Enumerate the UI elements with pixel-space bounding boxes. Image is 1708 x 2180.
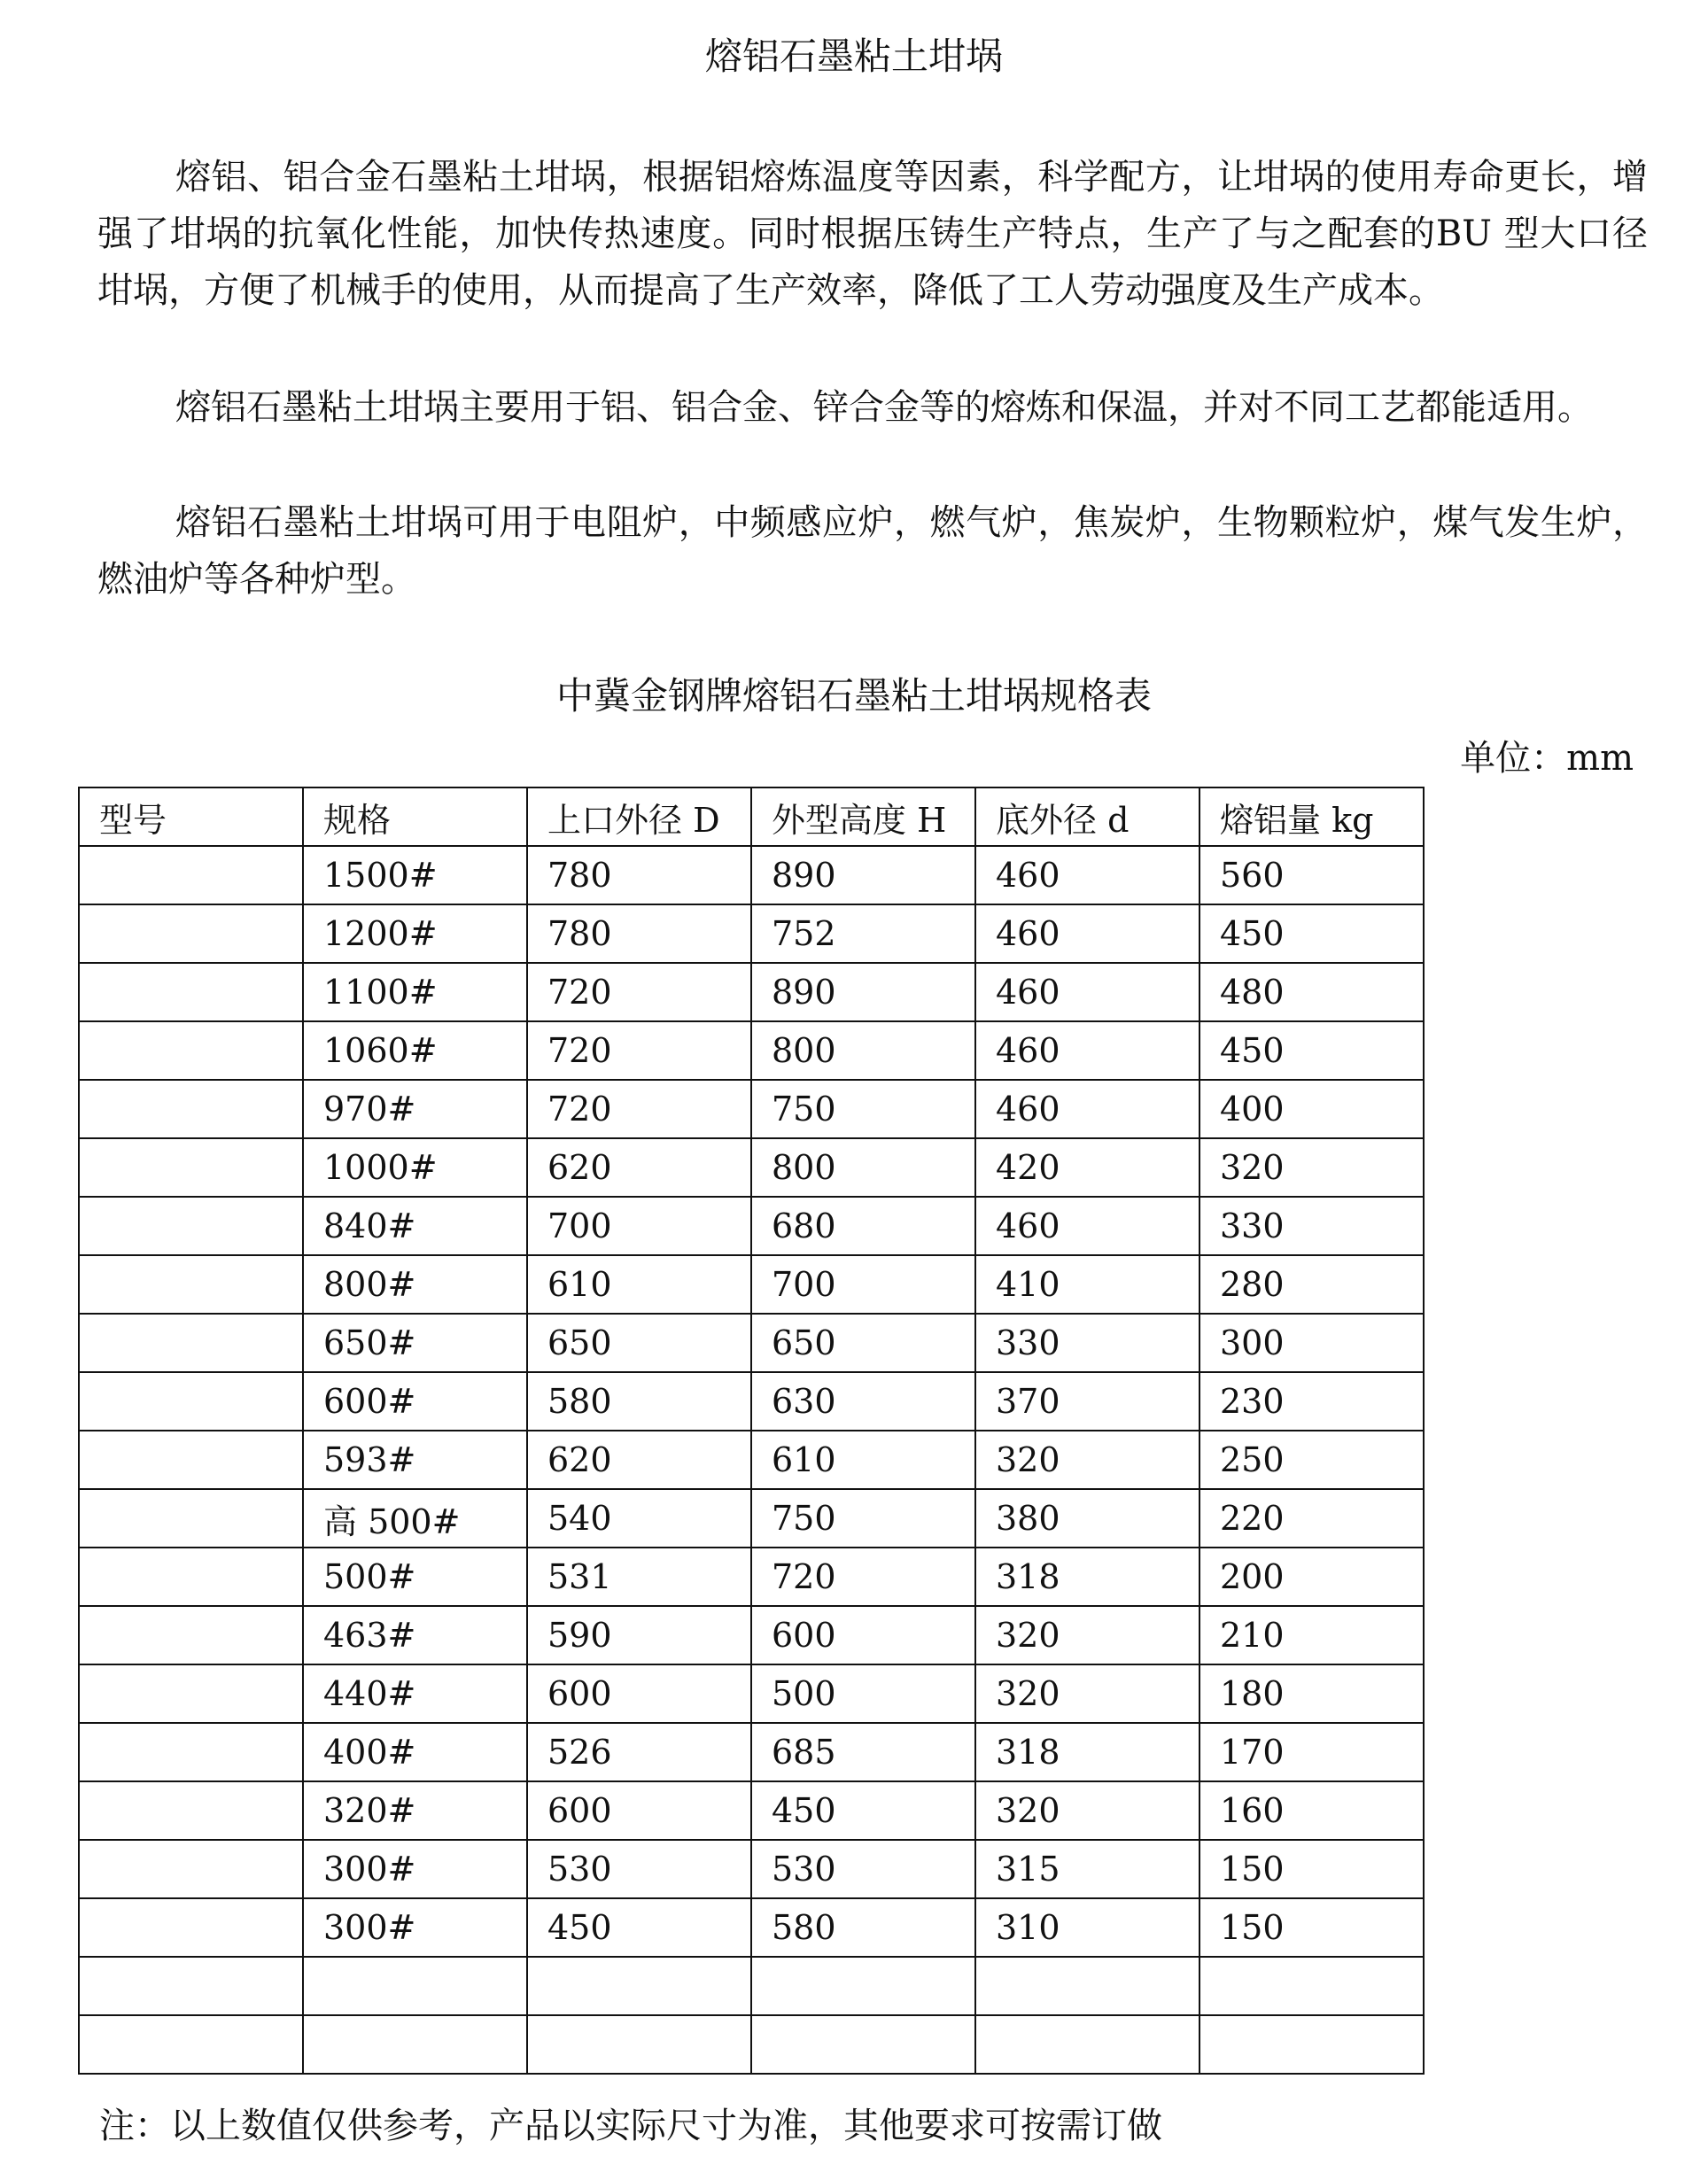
cell-capacity: 400 [1199,1080,1424,1138]
table-row [79,1898,1424,1957]
table-row [79,1021,1424,1080]
cell-spec: 970# [303,1080,527,1138]
cell-capacity: 450 [1199,1021,1424,1080]
cell-spec: 1100# [303,963,527,1021]
cell-bottom-diameter: 460 [975,963,1199,1021]
table-row [79,1080,1424,1138]
header-top-diameter: 上口外径 D [527,787,751,846]
cell-height: 890 [751,963,975,1021]
header-bottom-diameter: 底外径 d [975,787,1199,846]
cell-spec: 1200# [303,904,527,963]
table-row [79,1489,1424,1548]
cell-height: 890 [751,846,975,904]
cell-capacity: 280 [1199,1255,1424,1314]
cell-bottom-diameter: 318 [975,1723,1199,1781]
table-row [79,1840,1424,1898]
header-spec: 规格 [303,787,527,846]
furnace-paragraph: 熔铝石墨粘土坩埚可用于电阻炉，中频感应炉，燃气炉，焦炭炉，生物颗粒炉，煤气发生炉，燃油炉等各种炉型。 [97,502,1648,600]
cell-bottom-diameter: 318 [975,1548,1199,1606]
table-row [79,1781,1424,1840]
cell-top-diameter: 780 [527,904,751,963]
cell-spec: 800# [303,1255,527,1314]
cell-spec: 463# [303,1606,527,1664]
cell-model [79,1723,303,1781]
cell-top-diameter: 531 [527,1548,751,1606]
cell-top-diameter [527,2015,751,2074]
cell-bottom-diameter: 310 [975,1898,1199,1957]
cell-spec: 400# [303,1723,527,1781]
cell-model [79,1021,303,1080]
cell-capacity: 180 [1199,1664,1424,1723]
page-title: 熔铝石墨粘土坩埚 [704,35,1003,78]
cell-spec: 1500# [303,846,527,904]
cell-height: 752 [751,904,975,963]
cell-model [79,1898,303,1957]
cell-capacity: 250 [1199,1431,1424,1489]
cell-top-diameter: 580 [527,1372,751,1431]
cell-capacity: 560 [1199,846,1424,904]
cell-top-diameter: 700 [527,1197,751,1255]
header-height: 外型高度 H [751,787,975,846]
cell-model [79,1080,303,1138]
spec-table [78,787,1425,2075]
cell-height: 685 [751,1723,975,1781]
cell-bottom-diameter: 460 [975,1197,1199,1255]
cell-spec: 1000# [303,1138,527,1197]
cell-top-diameter: 720 [527,963,751,1021]
cell-height: 720 [751,1548,975,1606]
cell-capacity: 330 [1199,1197,1424,1255]
cell-height: 530 [751,1840,975,1898]
cell-spec: 593# [303,1431,527,1489]
cell-capacity: 300 [1199,1314,1424,1372]
cell-bottom-diameter: 460 [975,904,1199,963]
cell-model [79,904,303,963]
cell-top-diameter [527,1957,751,2015]
cell-spec: 300# [303,1898,527,1957]
table-row [79,1138,1424,1197]
table-row [79,904,1424,963]
table-row [79,1372,1424,1431]
cell-bottom-diameter: 320 [975,1606,1199,1664]
cell-height: 630 [751,1372,975,1431]
cell-height: 680 [751,1197,975,1255]
cell-model [79,1840,303,1898]
cell-height: 700 [751,1255,975,1314]
cell-bottom-diameter: 330 [975,1314,1199,1372]
cell-model [79,1431,303,1489]
cell-height: 750 [751,1080,975,1138]
cell-capacity [1199,2015,1424,2074]
cell-capacity [1199,1957,1424,2015]
cell-height: 450 [751,1781,975,1840]
header-capacity: 熔铝量 kg [1199,787,1424,846]
cell-model [79,963,303,1021]
cell-capacity: 150 [1199,1840,1424,1898]
cell-capacity: 320 [1199,1138,1424,1197]
table-row [79,2015,1424,2074]
cell-capacity: 230 [1199,1372,1424,1431]
cell-bottom-diameter: 410 [975,1255,1199,1314]
table-row [79,1664,1424,1723]
cell-model [79,1548,303,1606]
cell-top-diameter: 600 [527,1664,751,1723]
cell-top-diameter: 540 [527,1489,751,1548]
table-row [79,1957,1424,2015]
cell-model [79,1138,303,1197]
table-row [79,963,1424,1021]
cell-bottom-diameter: 315 [975,1840,1199,1898]
cell-top-diameter: 620 [527,1431,751,1489]
cell-model [79,2015,303,2074]
cell-model [79,846,303,904]
cell-bottom-diameter [975,2015,1199,2074]
cell-spec: 300# [303,1840,527,1898]
cell-capacity: 450 [1199,904,1424,963]
cell-model [79,1255,303,1314]
cell-top-diameter: 526 [527,1723,751,1781]
cell-top-diameter: 720 [527,1021,751,1080]
usage-paragraph: 熔铝石墨粘土坩埚主要用于铝、铝合金、锌合金等的熔炼和保温，并对不同工艺都能适用。 [175,387,1593,428]
cell-bottom-diameter: 460 [975,846,1199,904]
cell-top-diameter: 590 [527,1606,751,1664]
cell-bottom-diameter: 370 [975,1372,1199,1431]
cell-top-diameter: 600 [527,1781,751,1840]
cell-model [79,1197,303,1255]
unit-label: 单位：mm [1460,738,1634,779]
intro-paragraph: 熔铝、铝合金石墨粘土坩埚，根据铝熔炼温度等因素，科学配方，让坩埚的使用寿命更长，增强了坩埚的抗氧化性能，加快传热速度。同时根据压铸生产特点，生产了与之配套的BU 型大口径坩埚，方便了机械手的使用，从而提高了生产效率，降低了工人劳动强度及生产成本。 [97,157,1648,311]
table-row [79,1723,1424,1781]
cell-spec: 840# [303,1197,527,1255]
cell-bottom-diameter: 320 [975,1781,1199,1840]
cell-top-diameter: 620 [527,1138,751,1197]
cell-height [751,2015,975,2074]
cell-top-diameter: 780 [527,846,751,904]
cell-model [79,1489,303,1548]
cell-bottom-diameter: 380 [975,1489,1199,1548]
cell-capacity: 480 [1199,963,1424,1021]
header-model: 型号 [79,787,303,846]
cell-bottom-diameter: 320 [975,1431,1199,1489]
cell-bottom-diameter: 460 [975,1080,1199,1138]
table-title: 中冀金钢牌熔铝石墨粘土坩埚规格表 [555,674,1152,718]
cell-spec: 440# [303,1664,527,1723]
cell-capacity: 210 [1199,1606,1424,1664]
cell-model [79,1781,303,1840]
cell-spec [303,2015,527,2074]
cell-height: 800 [751,1138,975,1197]
cell-height: 580 [751,1898,975,1957]
cell-spec [303,1957,527,2015]
cell-height [751,1957,975,2015]
cell-bottom-diameter [975,1957,1199,2015]
table-row [79,1431,1424,1489]
table-row [79,1548,1424,1606]
table-row [79,1255,1424,1314]
footnote: 注：以上数值仅供参考，产品以实际尺寸为准，其他要求可按需订做 [99,2106,1162,2146]
cell-spec: 650# [303,1314,527,1372]
cell-top-diameter: 610 [527,1255,751,1314]
cell-spec: 高 500# [303,1489,527,1548]
cell-model [79,1957,303,2015]
cell-height: 500 [751,1664,975,1723]
cell-height: 600 [751,1606,975,1664]
cell-bottom-diameter: 420 [975,1138,1199,1197]
cell-capacity: 160 [1199,1781,1424,1840]
cell-top-diameter: 650 [527,1314,751,1372]
table-row [79,1606,1424,1664]
cell-height: 800 [751,1021,975,1080]
cell-height: 650 [751,1314,975,1372]
cell-bottom-diameter: 320 [975,1664,1199,1723]
table-row [79,1197,1424,1255]
cell-height: 610 [751,1431,975,1489]
cell-spec: 500# [303,1548,527,1606]
table-header-row [79,787,1424,846]
cell-bottom-diameter: 460 [975,1021,1199,1080]
table-row [79,846,1424,904]
cell-height: 750 [751,1489,975,1548]
cell-spec: 600# [303,1372,527,1431]
table-body [79,846,1424,2074]
cell-model [79,1664,303,1723]
cell-capacity: 150 [1199,1898,1424,1957]
cell-capacity: 220 [1199,1489,1424,1548]
table-row [79,1314,1424,1372]
cell-top-diameter: 720 [527,1080,751,1138]
cell-capacity: 200 [1199,1548,1424,1606]
cell-model [79,1606,303,1664]
cell-spec: 1060# [303,1021,527,1080]
cell-capacity: 170 [1199,1723,1424,1781]
cell-top-diameter: 530 [527,1840,751,1898]
cell-model [79,1314,303,1372]
cell-top-diameter: 450 [527,1898,751,1957]
cell-model [79,1372,303,1431]
cell-spec: 320# [303,1781,527,1840]
